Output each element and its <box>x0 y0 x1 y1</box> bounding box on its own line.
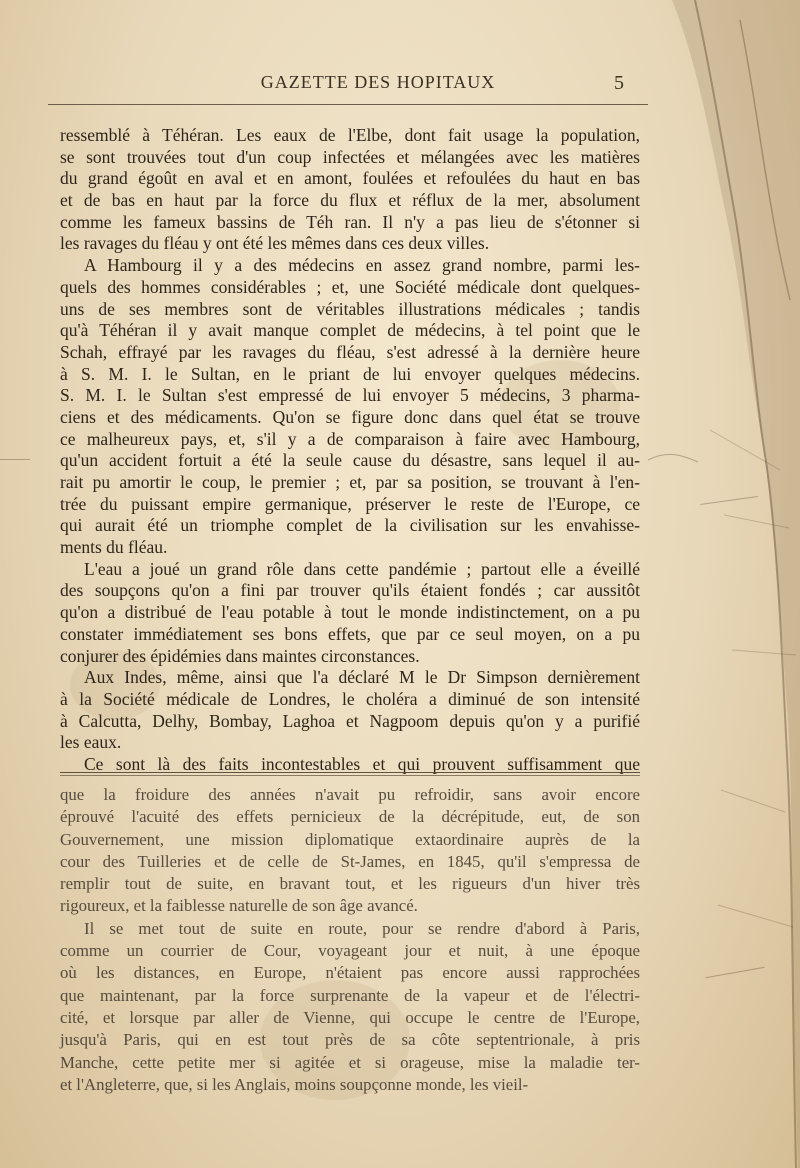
lower-text-block <box>60 784 640 1096</box>
text-line: ressemblé à Téhéran. Les eaux de l'Elbe, dont fait usage la population, <box>60 125 640 145</box>
text-line: comme un courrier de Cour, voyageant jour et nuit, à une époque <box>60 941 640 961</box>
text-line: qui aurait été un triomphe complet de la civilisation sur les envahisse- <box>60 515 640 536</box>
text-line: trée du puissant empire germanique, préserver le reste de l'Europe, ce <box>60 493 640 514</box>
text-line: des soupçons qu'on a fini par trouver qu'ils étaient fondés ; car aussitôt <box>60 580 640 601</box>
text-line: Aux Indes, même, ainsi que l'a déclaré M le Dr Simpson dernièrement <box>84 667 640 688</box>
section-divider <box>60 772 640 776</box>
text-line: à S. M. I. le Sultan, en le priant de lui envoyer quelques médecins. <box>60 363 640 384</box>
text-line: les eaux. <box>60 732 122 753</box>
text-line: ments du fléau. <box>60 537 168 558</box>
main-text-block <box>60 125 640 776</box>
text-line: quels des hommes considérables ; et, une Société médicale dont quelques- <box>60 276 640 297</box>
text-line: uns de ses membres sont de véritables illustrations médicales ; tandis <box>60 298 640 319</box>
text-line: cour des Tuilleries et de celle de St-James, en 1845, qu'il s'empressa de <box>60 851 640 871</box>
text-line: Schah, effrayé par les ravages du fléau, s'est adressé à la dernière heure <box>60 341 640 362</box>
text-line: jusqu'à Paris, qui en est tout près de sa côte septentrionale, à pris <box>60 1030 640 1050</box>
text-line: se sont trouvées tout d'un coup infectées et mélangées avec les matières <box>60 146 640 167</box>
text-line: Il se met tout de suite en route, pour se rendre d'abord à Paris, <box>84 918 640 938</box>
text-line: ciens et des médicaments. Qu'on se figure donc dans quel état se trouve <box>60 406 640 427</box>
text-line: conjurer des épidémies dans maintes circonstances. <box>60 645 420 666</box>
text-line: et l'Angleterre, que, si les Anglais, moins soupçonne monde, les vieil- <box>60 1074 529 1094</box>
text-line: où les distances, en Europe, n'étaient pas encore aussi rapprochées <box>60 963 640 983</box>
text-line: éprouvé l'acuité des effets pernicieux de la décrépitude, eut, de son <box>60 807 640 827</box>
text-line: qu'un accident fortuit a été la seule cause du désastre, sans lequel il au- <box>60 450 640 471</box>
text-line: du grand égoût en aval et en amont, foulées et refoulées du haut en bas <box>60 168 640 189</box>
text-line: rigoureux, et la faiblesse naturelle de son âge avancé. <box>60 896 418 916</box>
text-line: remplir tout de suite, en bravant tout, et les rigueurs d'un hiver très <box>60 874 640 894</box>
text-line: et de bas en haut par la force du flux et réflux de la mer, absolument <box>60 190 640 211</box>
journal-title: GAZETTE DES HOPITAUX <box>260 72 496 92</box>
text-line: Gouvernement, une mission diplomatique extaordinaire auprès de la <box>60 829 640 849</box>
text-line: A Hambourg il y a des médecins en assez grand nombre, parmi les- <box>84 255 640 276</box>
text-line: comme les fameux bassins de Téh ran. Il n'y a pas lieu de s'étonner si <box>60 211 640 232</box>
text-line: les ravages du fléau y ont été les mêmes dans ces deux villes. <box>60 233 490 254</box>
text-line: S. M. I. le Sultan s'est empressé de lui envoyer 5 médecins, 3 pharma- <box>60 385 640 406</box>
text-line: à Calcutta, Delhy, Bombay, Laghoa et Nagpoom depuis qu'on y a purifié <box>60 710 640 731</box>
text-line: constater immédiatement ses bons effets, que par ce seul moyen, on a pu <box>60 623 640 644</box>
page-number: 5 <box>614 72 624 94</box>
text-line: que la froidure des années n'avait pu refroidir, sans avoir encore <box>60 785 640 804</box>
text-line: Manche, cette petite mer si agitée et si orageuse, mise la maladie ter- <box>60 1052 640 1072</box>
text-line: qu'à Téhéran il y avait manque complet de médecins, à tel point que le <box>60 320 640 341</box>
text-line: rait pu amortir le coup, le premier ; et, par sa position, se trouvant à l'en- <box>60 472 640 492</box>
text-line: Ce sont là des faits incontestables et qui prouvent suffisamment que <box>84 753 640 774</box>
text-line: L'eau a joué un grand rôle dans cette pandémie ; partout elle a éveillé <box>84 558 640 579</box>
text-line: cité, et lorsque par aller de Vienne, qui occupe le centre de l'Europe, <box>60 1007 640 1027</box>
text-line: qu'on a distribué de l'eau potable à tout le monde indistinctement, on a pu <box>60 602 640 623</box>
text-line: à la Société médicale de Londres, le choléra a diminué de son intensité <box>60 688 640 709</box>
page-header <box>48 70 648 105</box>
text-line: ce malheureux pays, et, s'il y a de comparaison à faire avec Hambourg, <box>60 428 640 449</box>
text-line: que maintenant, par la force surprenante de la vapeur et de l'électri- <box>60 985 640 1005</box>
